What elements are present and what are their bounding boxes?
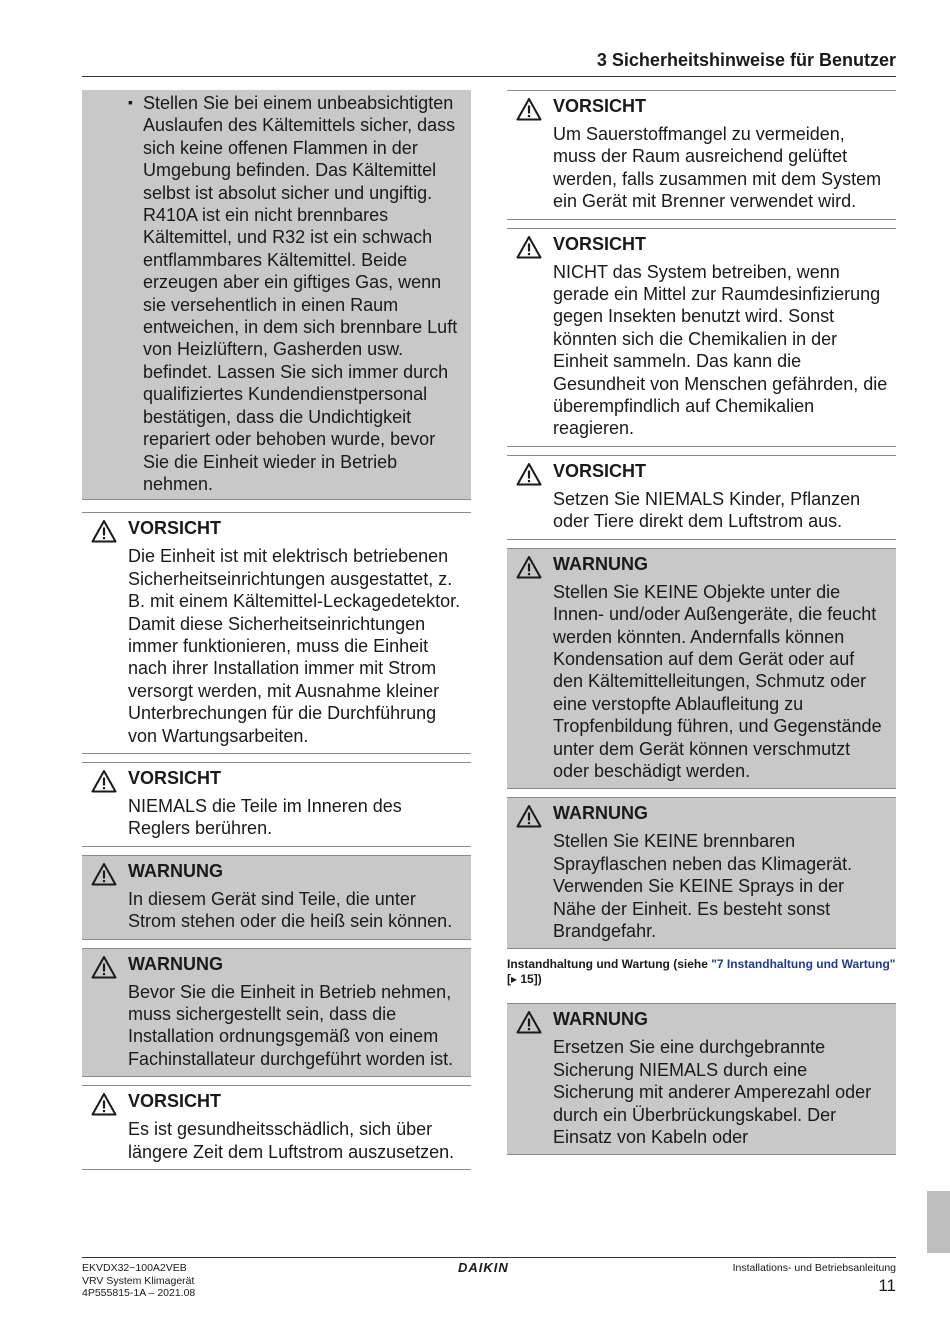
warning-triangle-icon — [91, 769, 117, 793]
warning-triangle-icon — [91, 519, 117, 543]
notice-text: Setzen Sie NIEMALS Kinder, Pflanzen oder Tiere direkt dem Luftstrom aus. — [553, 488, 861, 532]
notice-label: WARNUNG — [553, 803, 648, 824]
notice-label: VORSICHT — [128, 1091, 222, 1112]
chapter-link[interactable]: "7 Instandhaltung und Wartung" — [711, 957, 896, 972]
notice-label: VORSICHT — [553, 460, 647, 481]
warning-notice — [82, 855, 471, 940]
notice-label: WARNUNG — [128, 953, 223, 974]
footer-product-info — [82, 1262, 195, 1300]
manual-type: Installations- und Betriebsanleitung — [732, 1262, 896, 1274]
notice-label: WARNUNG — [553, 553, 648, 574]
notice-text: Es ist gesundheitsschädlich, sich über längere Zeit dem Luftstrom auszusetzen. — [128, 1119, 455, 1162]
notice-label: WARNUNG — [553, 1009, 648, 1030]
chapter-side-tab — [927, 1191, 950, 1253]
product-name: VRV System Klimagerät — [82, 1274, 195, 1287]
warning-triangle-icon — [91, 862, 117, 886]
warning-triangle-icon — [91, 1092, 117, 1116]
caution-notice — [82, 762, 471, 847]
warning-triangle-icon — [91, 955, 117, 979]
caution-notice — [507, 228, 896, 447]
footer-page-info — [733, 1262, 896, 1297]
page-header — [82, 50, 896, 77]
right-column — [507, 90, 896, 1163]
notice-text: In diesem Gerät sind Teile, die unter Strom stehen oder die heiß sein können. — [128, 888, 453, 932]
left-column — [82, 90, 471, 1178]
model-number: EKVDX32~100A2VEB — [82, 1262, 187, 1274]
refrigerant-leak-text: Stellen Sie bei einem unbeabsichtigten Auslaufen des Kältemittels sicher, dass sich keine offenen Flammen in der Umgebung befinden. Das Kältemittel selbst ist absolut sicher und ungiftig. R410A ist ein nicht brennbares Kältemittel, und R32 ist ein schwach entflammbares Kältemittel. Beide erzeugen aber ein giftiges Gas, wenn sie versehentlich in einen Raum entweichen, in dem sich brennbare Luft von Heizlüftern, Gasherden usw. befindet. Lassen Sie sich immer durch qualifiziertes Kundendienstpersonal bestätigen, dass die Undichtigkeit repariert oder behoben wurde, bevor Sie die Einheit wieder in Betrieb nehmen. — [143, 93, 458, 494]
maintenance-reference — [507, 957, 896, 987]
document-number: 4P555815-1A – 2021.08 — [82, 1287, 196, 1299]
warning-triangle-icon — [516, 804, 542, 828]
caution-notice — [507, 90, 896, 220]
notice-text: Die Einheit ist mit elektrisch betriebenen Sicherheitseinrichtungen ausgestattet, z. B. mit einem Kältemittel-Leckagedetektor. Damit diese Sicherheitseinrichtungen immer funktionieren, muss die Einheit nach ihrer Installation immer mit Strom versorgt werden, mit Ausnahme kleiner Unterbrechungen für die Durchführung von Wartungsarbeiten. — [128, 546, 461, 746]
reference-prefix: Instandhaltung und Wartung (siehe — [507, 957, 712, 972]
reference-page: [▸ 15]) — [507, 972, 542, 987]
bullet-marker: ▪ — [128, 94, 133, 110]
notice-label: WARNUNG — [128, 860, 223, 881]
notice-label: VORSICHT — [553, 96, 647, 116]
warning-notice — [507, 1003, 896, 1155]
notice-text: NIEMALS die Teile im Inneren des Reglers berühren. — [128, 795, 402, 839]
page-number: 11 — [878, 1275, 896, 1295]
warning-notice — [507, 548, 896, 790]
notice-label: VORSICHT — [128, 518, 222, 539]
caution-notice — [82, 512, 471, 754]
warning-triangle-icon — [516, 235, 542, 259]
notice-text: Bevor Sie die Einheit in Betrieb nehmen, muss sichergestellt sein, dass die Installation ordnungsgemäß von einem Fachinstallateur durchgeführt worden ist. — [128, 981, 454, 1069]
page-footer — [82, 1257, 896, 1308]
notice-text: Um Sauerstoffmangel zu vermeiden, muss der Raum ausreichend gelüftet werden, falls zusammen mit dem System ein Gerät mit Brenner verwendet wird. — [553, 124, 882, 212]
notice-text: Stellen Sie KEINE brennbaren Sprayflaschen neben das Klimagerät. Verwenden Sie KEINE Sprays in der Nähe der Einheit. Es besteht sonst Brandgefahr. — [553, 831, 853, 941]
notice-label: VORSICHT — [553, 233, 647, 254]
daikin-logo: DAIKIN — [458, 1260, 509, 1275]
notice-text: NICHT das System betreiben, wenn gerade ein Mittel zur Raumdesinfizierung gegen Insekten benutzt wird. Sonst könnten sich die Chemikalien in der Einheit sammeln. Das kann die Gesundheit von Menschen gefährden, die überempfindlich auf Chemikalien reagieren. — [553, 261, 888, 439]
notice-label: VORSICHT — [128, 767, 222, 788]
warning-notice — [82, 948, 471, 1078]
notice-text: Ersetzen Sie eine durchgebrannte Sicherung NIEMALS durch eine Sicherung mit anderer Amperezahl oder durch ein Überbrückungskabel. Der Einsatz von Kabeln oder — [553, 1037, 872, 1147]
warning-triangle-icon — [516, 97, 542, 121]
warning-notice — [507, 797, 896, 949]
notice-text: Stellen Sie KEINE Objekte unter die Innen- und/oder Außengeräte, die feucht werden könnten. Andernfalls können Kondensation auf dem Gerät oder auf den Kältemittelleitungen, Schmutz oder eine verstopfte Ablaufleitung zu Tropfenbildung führen, und Gegenstände unter dem Gerät können verschmutzt oder beschädigt werden. — [553, 581, 882, 781]
section-title: 3 Sicherheitshinweise für Benutzer — [596, 50, 896, 70]
warning-triangle-icon — [516, 462, 542, 486]
warning-triangle-icon — [516, 555, 542, 579]
caution-notice — [507, 455, 896, 540]
refrigerant-leak-block — [82, 90, 471, 500]
warning-triangle-icon — [516, 1010, 542, 1034]
caution-notice — [82, 1085, 471, 1170]
